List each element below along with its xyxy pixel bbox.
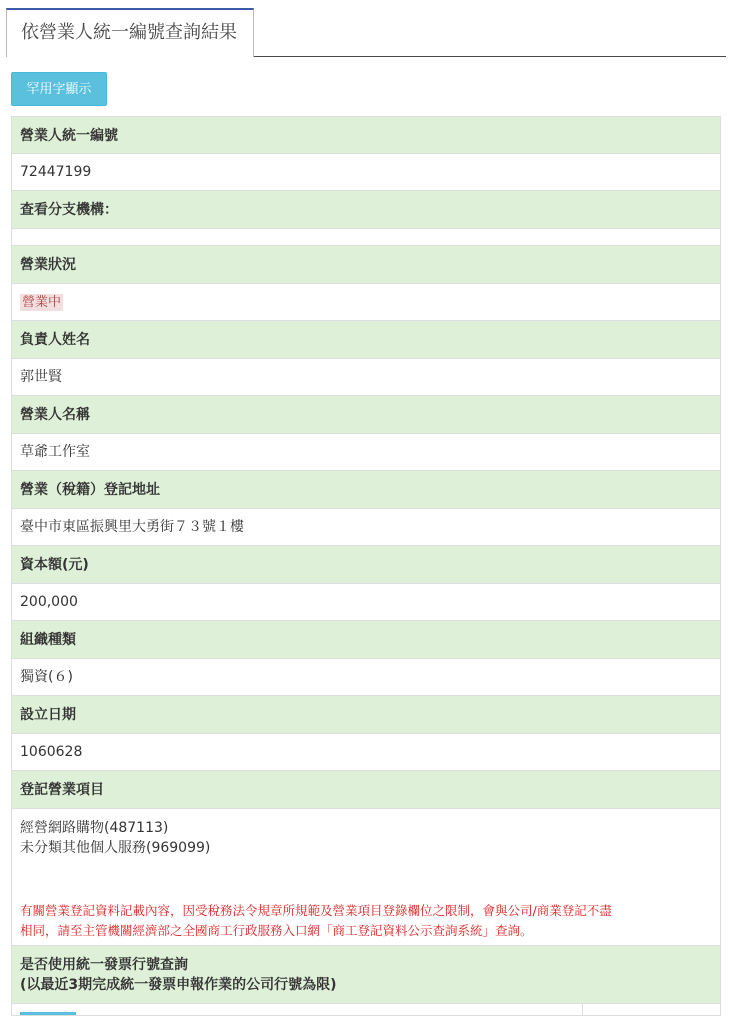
organization-type-label: 組織種類 (11, 621, 721, 659)
registration-notice (20, 901, 712, 941)
branch-label: 查看分支機構： (11, 191, 721, 229)
business-name-label: 營業人名稱 (11, 396, 721, 434)
capital-label: 資本額(元) (11, 546, 721, 584)
notice-line: 有關營業登記資料記載內容，因受稅務法令規章所規範及營業項目登錄欄位之限制，會與公司/商業登記不盡 (20, 903, 612, 918)
rare-character-display-button[interactable]: 罕用字顯示 (11, 72, 107, 106)
business-items (11, 809, 721, 946)
cell-divider (582, 1004, 583, 1016)
list-item: 未分類其他個人服務(969099) (20, 840, 211, 856)
status-label: 營業狀況 (11, 246, 721, 284)
status-row (11, 284, 721, 321)
owner-label: 負責人姓名 (11, 321, 721, 359)
invoice-query-row (11, 1004, 721, 1016)
tab-bar (6, 8, 726, 57)
invoice-query-label (11, 946, 721, 1004)
capital-value: 200,000 (11, 584, 721, 621)
result-table (11, 116, 721, 1016)
address-value: 臺中市東區振興里大勇街７３號１樓 (11, 509, 721, 546)
list-item: 經營網路購物(487113) (20, 820, 169, 836)
business-name-value: 草爺工作室 (11, 434, 721, 471)
address-label: 營業（稅籍）登記地址 (11, 471, 721, 509)
notice-line: 相同，請至主管機關經濟部之全國商工行政服務入口網「商工登記資料公示查詢系統」查詢。 (20, 923, 533, 938)
branch-value (11, 229, 721, 246)
owner-value: 郭世賢 (11, 359, 721, 396)
invoice-query-title: 是否使用統一發票行號查詢 (20, 957, 188, 973)
status-badge: 營業中 (22, 295, 62, 310)
business-items-label: 登記營業項目 (11, 771, 721, 809)
establish-date-value: 1060628 (11, 734, 721, 771)
invoice-query-note: (以最近3期完成統一發票申報作業的公司行號為限) (20, 977, 337, 993)
establish-date-label: 設立日期 (11, 696, 721, 734)
invoice-query-button[interactable] (20, 1012, 76, 1016)
ban-label: 營業人統一編號 (11, 116, 721, 154)
tab-query-result[interactable]: 依營業人統一編號查詢結果 (6, 8, 254, 57)
ban-value: 72447199 (11, 154, 721, 191)
organization-type-value: 獨資(６) (11, 659, 721, 696)
